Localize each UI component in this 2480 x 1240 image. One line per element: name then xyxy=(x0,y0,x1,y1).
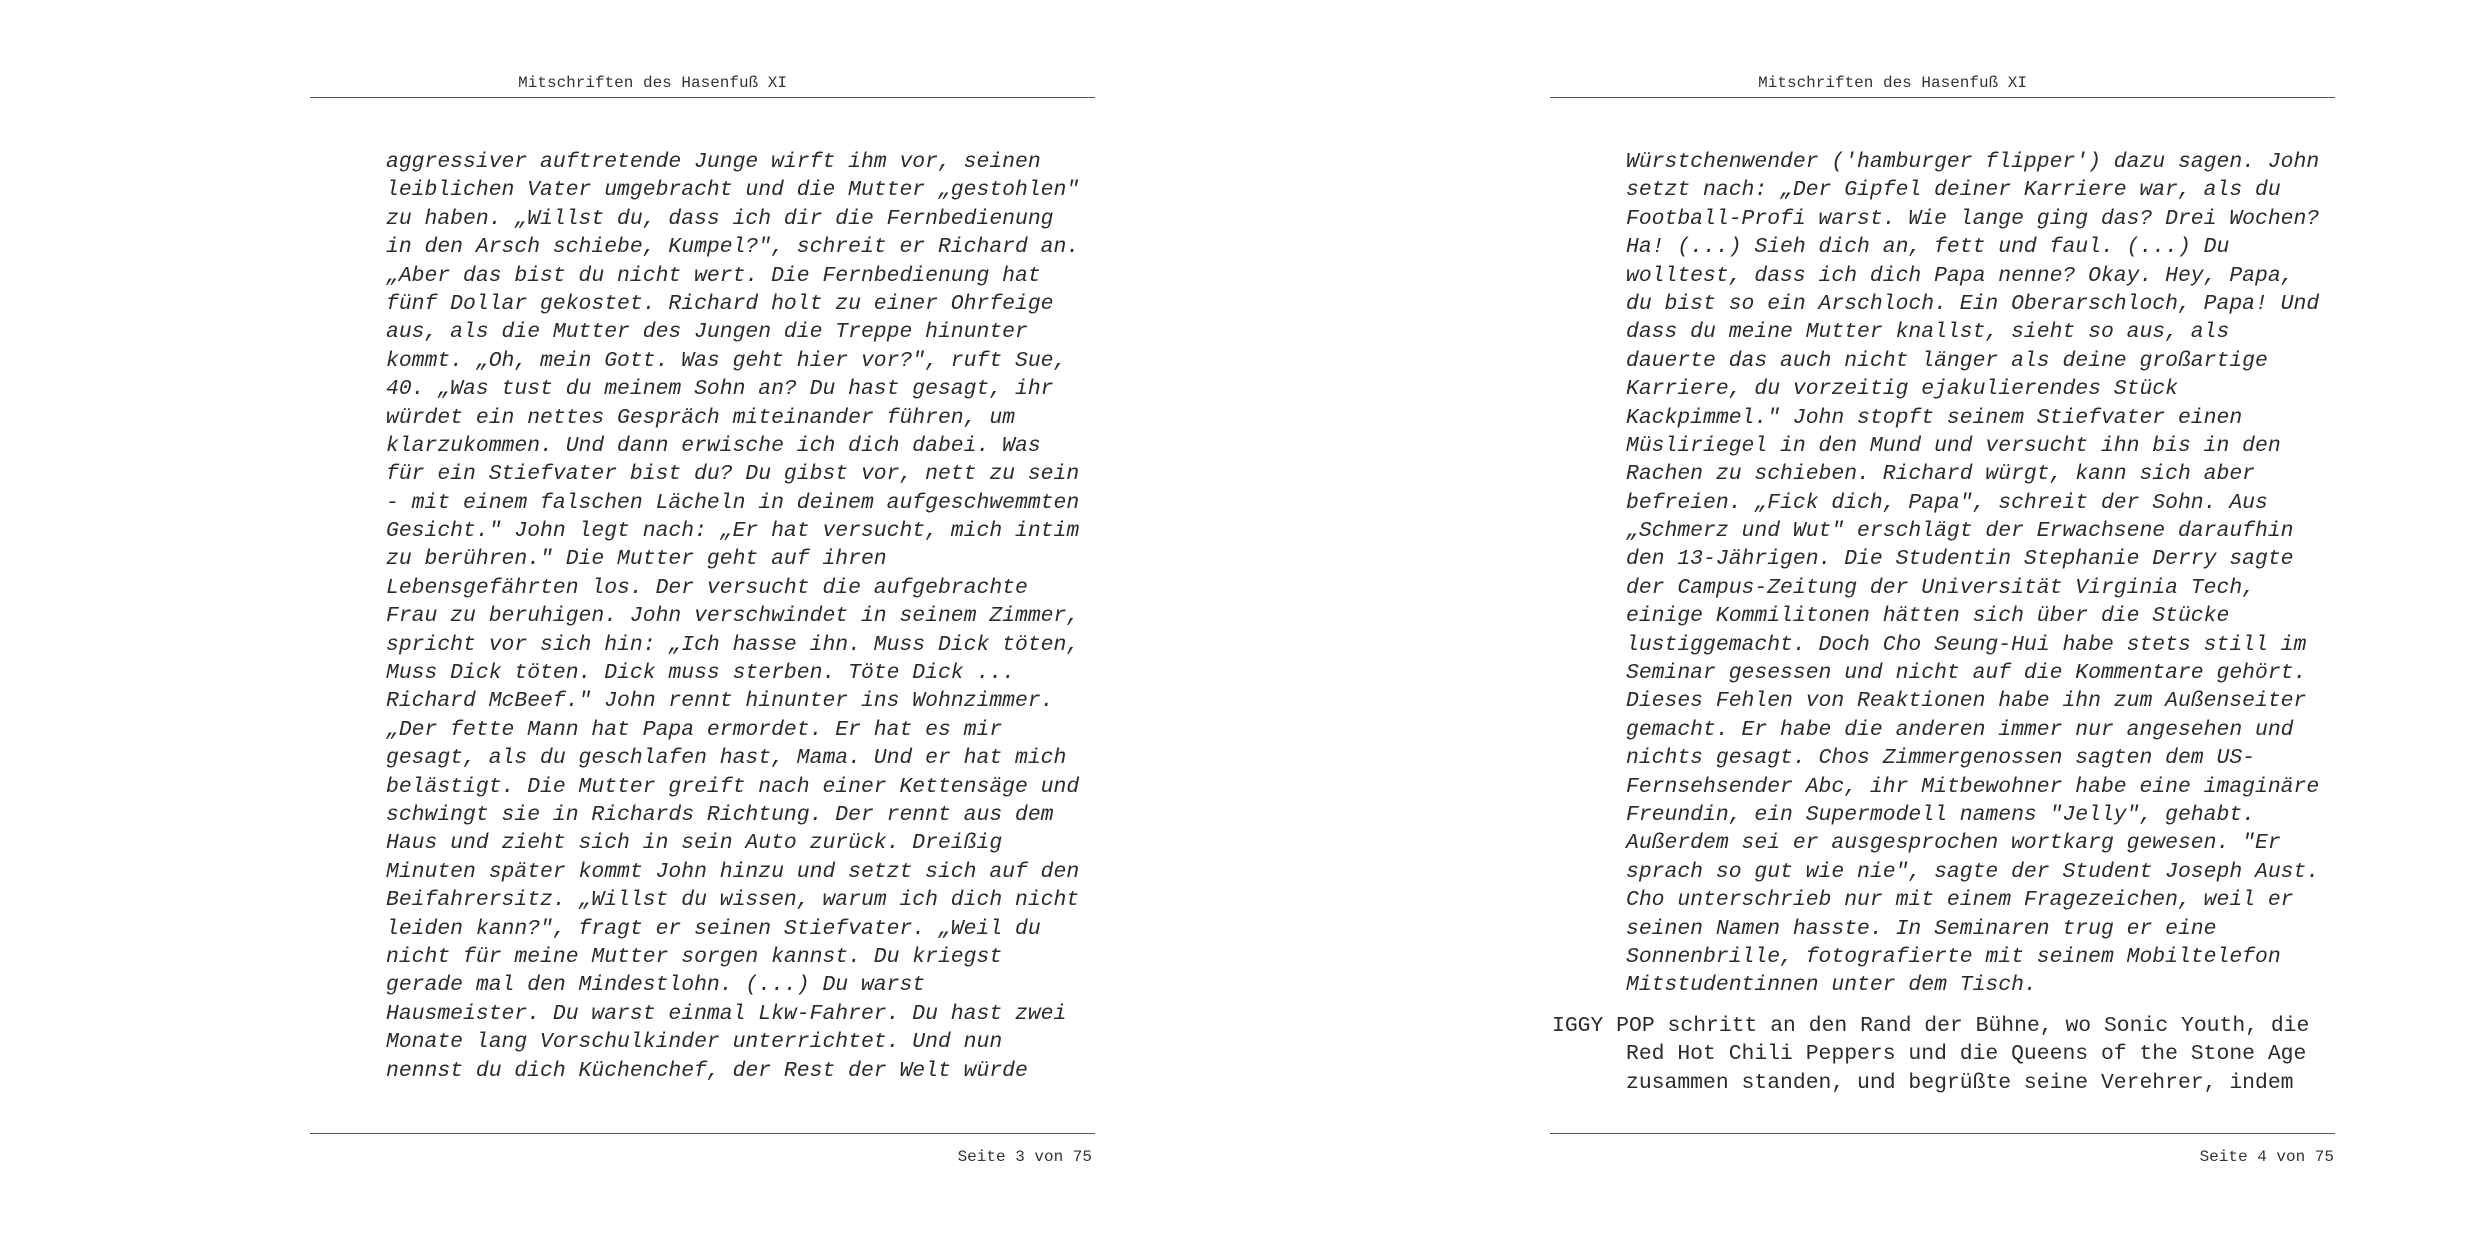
text-line: für ein Stiefvater bist du? Du gibst vor, nett zu sein xyxy=(386,462,1080,487)
text-line: Muss Dick töten. Dick muss sterben. Töte Dick ... xyxy=(386,661,1015,686)
text-line: wolltest, dass ich dich Papa nenne? Okay. Hey, Papa, xyxy=(1626,263,2294,288)
text-line: Kackpimmel." John stopft seinem Stiefvater einen xyxy=(1626,405,2243,430)
text-line: Minuten später kommt John hinzu und setzt sich auf den xyxy=(386,859,1080,884)
text-line: Rachen zu schieben. Richard würgt, kann sich aber xyxy=(1626,462,2255,487)
text-line: Monate lang Vorschulkinder unterrichtet. Und nun xyxy=(386,1030,1003,1055)
text-line: Beifahrersitz. „Willst du wissen, warum ich dich nicht xyxy=(386,888,1080,913)
text-line: nichts gesagt. Chos Zimmergenossen sagten dem US- xyxy=(1626,746,2255,771)
text-line: IGGY POP schritt an den Rand der Bühne, wo Sonic Youth, die xyxy=(1552,1013,2310,1038)
text-line: fünf Dollar gekostet. Richard holt zu einer Ohrfeige xyxy=(386,291,1054,316)
text-line: „Aber das bist du nicht wert. Die Fernbedienung hat xyxy=(386,263,1041,288)
text-line: Frau zu beruhigen. John verschwindet in seinem Zimmer, xyxy=(386,604,1080,629)
text-line: gerade mal den Mindestlohn. (...) Du warst xyxy=(386,973,926,998)
text-line: kommt. „Oh, mein Gott. Was geht hier vor?", ruft Sue, xyxy=(386,348,1067,373)
paragraph xyxy=(1552,1012,2346,1097)
page-header: Mitschriften des Hasenfuß XI xyxy=(518,74,787,92)
text-line: würdet ein nettes Gespräch miteinander führen, um xyxy=(386,405,1015,430)
paragraph-gap xyxy=(1626,1000,2346,1012)
text-line: „Schmerz und Wut" erschlägt der Erwachsene daraufhin xyxy=(1626,519,2294,544)
text-line: Mitstudentinnen unter dem Tisch. xyxy=(1626,973,2037,998)
text-line: Außerdem sei er ausgesprochen wortkarg gewesen. "Er xyxy=(1626,831,2281,856)
text-line: nicht für meine Mutter sorgen kannst. Du kriegst xyxy=(386,944,1003,969)
footer-rule xyxy=(310,1133,1095,1134)
text-line: Cho unterschrieb nur mit einem Fragezeichen, weil er xyxy=(1626,888,2294,913)
text-line: du bist so ein Arschloch. Ein Oberarschloch, Papa! Und xyxy=(1626,291,2320,316)
text-line: leiblichen Vater umgebracht und die Mutter „gestohlen" xyxy=(386,178,1080,203)
text-line: Football-Profi warst. Wie lange ging das? Drei Wochen? xyxy=(1626,206,2320,231)
body-text xyxy=(386,148,1106,1085)
text-line: befreien. „Fick dich, Papa", schreit der Sohn. Aus xyxy=(1626,490,2268,515)
text-line: klarzukommen. Und dann erwische ich dich dabei. Was xyxy=(386,433,1041,458)
body-text xyxy=(1552,148,2346,1097)
text-line: Karriere, du vorzeitig ejakulierendes Stück xyxy=(1626,377,2178,402)
text-line: Haus und zieht sich in sein Auto zurück. Dreißig xyxy=(386,831,1003,856)
text-line: Müsliriegel in den Mund und versucht ihn bis in den xyxy=(1626,433,2281,458)
text-line: in den Arsch schiebe, Kumpel?", schreit er Richard an. xyxy=(386,235,1080,260)
text-line: nennst du dich Küchenchef, der Rest der Welt würde xyxy=(386,1058,1028,1083)
text-line: Sonnenbrille, fotografierte mit seinem Mobiltelefon xyxy=(1626,944,2281,969)
text-line: „Der fette Mann hat Papa ermordet. Er hat es mir xyxy=(386,717,1003,742)
text-line: zu berühren." Die Mutter geht auf ihren xyxy=(386,547,887,572)
text-line: Gesicht." John legt nach: „Er hat versucht, mich intim xyxy=(386,519,1080,544)
text-line: den 13-Jährigen. Die Studentin Stephanie Derry sagte xyxy=(1626,547,2294,572)
text-line: Richard McBeef." John rennt hinunter ins Wohnzimmer. xyxy=(386,689,1054,714)
text-line: Fernsehsender Abc, ihr Mitbewohner habe eine imaginäre xyxy=(1626,774,2320,799)
page-header: Mitschriften des Hasenfuß XI xyxy=(1758,74,2027,92)
text-line: leiden kann?", fragt er seinen Stiefvater. „Weil du xyxy=(386,916,1041,941)
header-rule xyxy=(310,97,1095,98)
text-line: Red Hot Chili Peppers und die Queens of the Stone Age xyxy=(1626,1042,2307,1067)
header-rule xyxy=(1550,97,2335,98)
text-line: der Campus-Zeitung der Universität Virginia Tech, xyxy=(1626,575,2255,600)
text-line: Ha! (...) Sieh dich an, fett und faul. (...) Du xyxy=(1626,235,2230,260)
text-line: zu haben. „Willst du, dass ich dir die Fernbedienung xyxy=(386,206,1054,231)
page-footer: Seite 4 von 75 xyxy=(2199,1148,2334,1166)
text-line: Dieses Fehlen von Reaktionen habe ihn zum Außenseiter xyxy=(1626,689,2307,714)
text-line: 40. „Was tust du meinem Sohn an? Du hast gesagt, ihr xyxy=(386,377,1054,402)
text-line: gemacht. Er habe die anderen immer nur angesehen und xyxy=(1626,717,2294,742)
text-line: Seminar gesessen und nicht auf die Kommentare gehört. xyxy=(1626,661,2307,686)
text-line: belästigt. Die Mutter greift nach einer Kettensäge und xyxy=(386,774,1080,799)
text-line: Würstchenwender ('hamburger flipper') dazu sagen. John xyxy=(1626,150,2320,174)
page-footer: Seite 3 von 75 xyxy=(957,1148,1092,1166)
text-line: - mit einem falschen Lächeln in deinem aufgeschwemmten xyxy=(386,490,1080,515)
text-line: einige Kommilitonen hätten sich über die Stücke xyxy=(1626,604,2230,629)
text-line: setzt nach: „Der Gipfel deiner Karriere war, als du xyxy=(1626,178,2281,203)
text-line: lustiggemacht. Doch Cho Seung-Hui habe stets still im xyxy=(1626,632,2307,657)
right-page xyxy=(1240,0,2480,1240)
text-line: sprach so gut wie nie", sagte der Student Joseph Aust. xyxy=(1626,859,2320,884)
text-line: dauerte das auch nicht länger als deine großartige xyxy=(1626,348,2268,373)
text-line: seinen Namen hasste. In Seminaren trug er eine xyxy=(1626,916,2217,941)
text-line: zusammen standen, und begrüßte seine Verehrer, indem xyxy=(1626,1070,2294,1095)
text-line: Freundin, ein Supermodell namens "Jelly", gehabt. xyxy=(1626,802,2255,827)
text-line: spricht vor sich hin: „Ich hasse ihn. Muss Dick töten, xyxy=(386,632,1080,657)
text-line: Lebensgefährten los. Der versucht die aufgebrachte xyxy=(386,575,1028,600)
text-line: gesagt, als du geschlafen hast, Mama. Und er hat mich xyxy=(386,746,1067,771)
text-line: Hausmeister. Du warst einmal Lkw-Fahrer. Du hast zwei xyxy=(386,1001,1067,1026)
text-line: schwingt sie in Richards Richtung. Der rennt aus dem xyxy=(386,802,1054,827)
text-line: aus, als die Mutter des Jungen die Treppe hinunter xyxy=(386,320,1028,345)
text-line: aggressiver auftretende Junge wirft ihm vor, seinen xyxy=(386,150,1041,174)
footer-rule xyxy=(1550,1133,2335,1134)
text-line: dass du meine Mutter knallst, sieht so aus, als xyxy=(1626,320,2230,345)
